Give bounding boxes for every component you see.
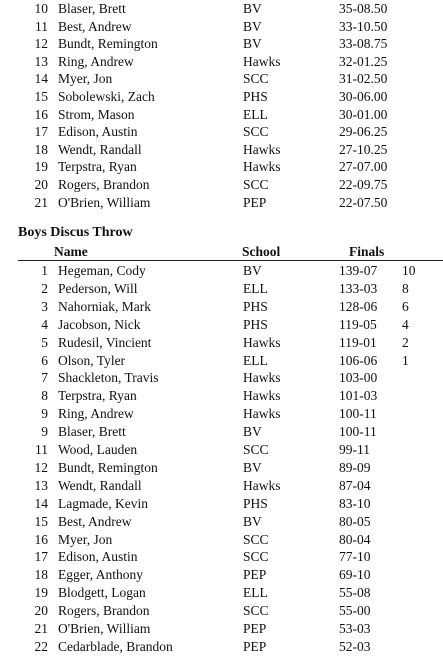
school-cell: SCC (243, 442, 269, 457)
school-cell: Hawks (243, 477, 281, 493)
school-cell: ELL (243, 106, 268, 122)
mark-cell: 101-03 (339, 388, 378, 404)
school-cell: SCC (243, 71, 269, 87)
place-cell: 9 (41, 424, 48, 440)
school-cell: ELL (243, 280, 268, 296)
athlete-name-cell: Rogers, Brandon (58, 177, 150, 192)
athlete-name-cell: Wood, Lauden (58, 442, 138, 457)
mark-cell: 119-01 (339, 334, 377, 350)
place-cell: 18 (34, 567, 48, 583)
event-title: Boys Discus Throw (18, 225, 133, 240)
result-row (0, 18, 443, 35)
place-cell: 15 (34, 89, 48, 104)
athlete-name-cell: Myer, Jon (58, 531, 113, 547)
result-row (0, 176, 443, 193)
athlete-name-cell: Best, Andrew (58, 18, 132, 34)
athlete-name-cell: Cedarblade, Brandon (58, 638, 173, 654)
school-cell: BV (243, 424, 262, 440)
school-cell: Hawks (243, 159, 281, 175)
mark-cell: 33-10.50 (339, 18, 388, 34)
place-cell: 18 (34, 141, 48, 157)
result-row (0, 35, 443, 52)
place-cell: 5 (41, 334, 48, 350)
mark-cell: 83-10 (339, 495, 371, 511)
athlete-name-cell: Strom, Mason (58, 106, 135, 122)
result-row (0, 513, 443, 530)
mark-cell: 100-11 (339, 406, 377, 422)
school-cell: Hawks (243, 406, 281, 422)
place-cell: 11 (35, 18, 48, 34)
place-cell: 12 (34, 459, 48, 475)
place-cell: 17 (34, 124, 48, 140)
results-header-row (0, 243, 443, 260)
athlete-name-cell: Bundt, Remington (58, 36, 158, 52)
school-cell: SCC (243, 531, 269, 547)
school-cell: ELL (243, 585, 268, 601)
athlete-name-cell: Nahorniak, Mark (58, 298, 151, 314)
athlete-name-cell: Shackleton, Travis (58, 370, 159, 386)
athlete-name-cell: Sobolewski, Zach (58, 89, 155, 104)
result-row (0, 477, 443, 494)
school-cell: BV (243, 18, 262, 34)
result-row (0, 548, 443, 565)
athlete-name-cell: Rudesil, Vincient (58, 334, 152, 350)
place-cell: 10 (34, 1, 48, 16)
result-row (0, 531, 443, 548)
place-cell: 15 (34, 513, 48, 529)
school-cell: Hawks (243, 53, 281, 69)
school-cell: PEP (243, 567, 267, 583)
points-cell: 4 (402, 316, 409, 332)
result-row (0, 194, 443, 211)
school-cell: SCC (243, 177, 269, 192)
school-cell: PHS (243, 495, 268, 511)
athlete-name-cell: Bundt, Remington (58, 459, 158, 475)
result-row (0, 423, 443, 440)
result-row (0, 158, 443, 175)
points-cell: 6 (402, 298, 409, 314)
mark-cell: 103-00 (339, 370, 378, 386)
mark-cell: 30-01.00 (339, 106, 388, 122)
result-row (0, 369, 443, 386)
result-row (0, 70, 443, 87)
athlete-name-cell: O'Brien, William (58, 194, 151, 210)
result-row (0, 298, 443, 315)
athlete-name-cell: O'Brien, William (58, 621, 151, 636)
athlete-name-cell: Hegeman, Cody (58, 263, 146, 278)
result-row (0, 141, 443, 158)
athlete-name-cell: Myer, Jon (58, 71, 113, 87)
athlete-name-cell: Edison, Austin (58, 549, 138, 565)
school-cell: Hawks (243, 370, 281, 386)
athlete-name-cell: Pederson, Will (58, 280, 138, 296)
place-cell: 11 (35, 442, 48, 457)
result-row (0, 441, 443, 458)
place-cell: 4 (41, 316, 48, 332)
school-cell: Hawks (243, 141, 281, 157)
place-cell: 8 (41, 388, 48, 404)
result-row (0, 316, 443, 333)
place-cell: 19 (34, 585, 48, 601)
athlete-name-cell: Olson, Tyler (58, 352, 126, 368)
athlete-name-cell: Terpstra, Ryan (58, 159, 137, 175)
place-cell: 12 (34, 36, 48, 52)
athlete-name-cell: Wendt, Randall (58, 141, 142, 157)
points-cell: 8 (402, 280, 409, 296)
mark-cell: 27-10.25 (339, 141, 388, 157)
mark-cell: 77-10 (339, 549, 371, 565)
mark-cell: 128-06 (339, 298, 378, 314)
result-row (0, 566, 443, 583)
place-cell: 6 (41, 352, 48, 368)
mark-cell: 22-09.75 (339, 177, 388, 192)
mark-cell: 87-04 (339, 477, 371, 493)
place-cell: 21 (34, 194, 48, 210)
place-cell: 7 (41, 370, 48, 386)
result-row (0, 88, 443, 105)
mark-cell: 52-03 (339, 638, 371, 654)
school-cell: PHS (243, 298, 268, 314)
place-cell: 13 (34, 53, 48, 69)
athlete-name-cell: Blodgett, Logan (58, 585, 146, 601)
place-cell: 14 (34, 495, 48, 511)
athlete-name-cell: Ring, Andrew (58, 53, 134, 69)
mark-cell: 53-03 (339, 621, 371, 636)
result-row (0, 280, 443, 297)
mark-cell: 29-06.25 (339, 124, 388, 140)
place-cell: 16 (34, 106, 48, 122)
athlete-name-cell: Terpstra, Ryan (58, 388, 137, 404)
result-row (0, 123, 443, 140)
mark-cell: 139-07 (339, 263, 378, 278)
header-divider (18, 260, 443, 261)
mark-cell: 55-08 (339, 585, 371, 601)
athlete-name-cell: Egger, Anthony (58, 567, 143, 583)
school-cell: PHS (243, 316, 268, 332)
athlete-name-cell: Blaser, Brett (58, 1, 126, 16)
header-school: School (242, 244, 281, 259)
mark-cell: 22-07.50 (339, 194, 388, 210)
mark-cell: 80-04 (339, 531, 371, 547)
place-cell: 16 (34, 531, 48, 547)
mark-cell: 32-01.25 (339, 53, 388, 69)
athlete-name-cell: Best, Andrew (58, 513, 132, 529)
place-cell: 13 (34, 477, 48, 493)
school-cell: BV (243, 513, 262, 529)
mark-cell: 99-11 (339, 442, 370, 457)
place-cell: 2 (41, 280, 48, 296)
points-cell: 2 (402, 334, 409, 350)
mark-cell: 33-08.75 (339, 36, 388, 52)
mark-cell: 119-05 (339, 316, 377, 332)
result-row (0, 584, 443, 601)
athlete-name-cell: Jacobson, Nick (58, 316, 141, 332)
result-row (0, 602, 443, 619)
result-row (0, 620, 443, 637)
school-cell: BV (243, 459, 262, 475)
result-row (0, 459, 443, 476)
mark-cell: 35-08.50 (339, 1, 388, 16)
school-cell: BV (243, 263, 262, 278)
school-cell: ELL (243, 352, 268, 368)
mark-cell: 133-03 (339, 280, 378, 296)
athlete-name-cell: Edison, Austin (58, 124, 138, 140)
place-cell: 17 (34, 549, 48, 565)
result-row (0, 106, 443, 123)
points-cell: 10 (402, 263, 416, 278)
result-row (0, 405, 443, 422)
points-cell: 1 (402, 352, 409, 368)
mark-cell: 30-06.00 (339, 89, 388, 104)
place-cell: 14 (34, 71, 48, 87)
athlete-name-cell: Wendt, Randall (58, 477, 142, 493)
result-row (0, 352, 443, 369)
school-cell: SCC (243, 549, 269, 565)
place-cell: 20 (34, 177, 48, 192)
mark-cell: 80-05 (339, 513, 371, 529)
mark-cell: 100-11 (339, 424, 377, 440)
school-cell: Hawks (243, 334, 281, 350)
place-cell: 21 (34, 621, 48, 636)
athlete-name-cell: Ring, Andrew (58, 406, 134, 422)
place-cell: 22 (34, 638, 48, 654)
mark-cell: 27-07.00 (339, 159, 388, 175)
result-row (0, 0, 443, 17)
place-cell: 19 (34, 159, 48, 175)
result-row (0, 334, 443, 351)
result-row (0, 53, 443, 70)
mark-cell: 55-00 (339, 603, 371, 619)
school-cell: PEP (243, 194, 267, 210)
mark-cell: 69-10 (339, 567, 371, 583)
place-cell: 9 (41, 406, 48, 422)
school-cell: BV (243, 1, 262, 16)
result-row (0, 387, 443, 404)
mark-cell: 31-02.50 (339, 71, 388, 87)
mark-cell: 89-09 (339, 459, 371, 475)
school-cell: PHS (243, 89, 268, 104)
header-name: Name (54, 244, 88, 259)
athlete-name-cell: Blaser, Brett (58, 424, 126, 440)
mark-cell: 106-06 (339, 352, 378, 368)
header-finals: Finals (349, 244, 385, 259)
school-cell: PEP (243, 638, 267, 654)
result-row (0, 495, 443, 512)
athlete-name-cell: Rogers, Brandon (58, 603, 150, 619)
school-cell: SCC (243, 603, 269, 619)
result-row (0, 262, 443, 279)
place-cell: 20 (34, 603, 48, 619)
athlete-name-cell: Lagmade, Kevin (58, 495, 148, 511)
place-cell: 1 (41, 263, 48, 278)
school-cell: Hawks (243, 388, 281, 404)
school-cell: BV (243, 36, 262, 52)
school-cell: PEP (243, 621, 267, 636)
school-cell: SCC (243, 124, 269, 140)
place-cell: 3 (41, 298, 48, 314)
result-row (0, 638, 443, 655)
